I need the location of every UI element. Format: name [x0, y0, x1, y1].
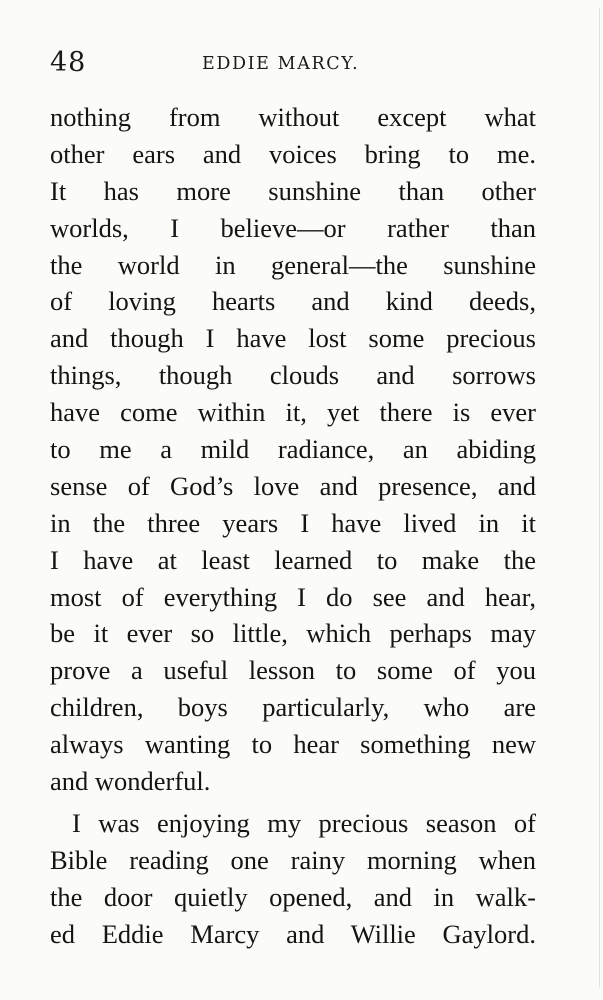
text-line: ed Eddie Marcy and Willie Gaylord. [50, 918, 536, 949]
text-line: the door quietly opened, and in walk- [50, 881, 536, 912]
text-line: of loving hearts and kind deeds, [50, 286, 536, 317]
text-line: children, boys particularly, who are [50, 692, 536, 723]
text-line: I have at least learned to make the [50, 544, 536, 575]
text-line: to me a mild radiance, an abiding [50, 434, 536, 465]
running-title: EDDIE MARCY. [202, 54, 360, 74]
text-line: be it ever so little, which perhaps may [50, 618, 536, 649]
paragraph-2 [50, 805, 536, 953]
text-line: other ears and voices bring to me. [50, 138, 536, 169]
text-line: It has more sunshine than other [50, 175, 536, 206]
page-header [50, 48, 532, 84]
text-line: in the three years I have lived in it [50, 507, 536, 538]
page-edge-rule [599, 8, 600, 988]
text-line: nothing from without except what [50, 102, 536, 132]
body-text [50, 99, 536, 952]
text-line: always wanting to hear something new [50, 729, 536, 760]
text-line: I was enjoying my precious season of [72, 807, 536, 838]
page-number: 48 [50, 47, 87, 78]
text-line: most of everything I do see and hear, [50, 581, 536, 612]
text-line: worlds, I believe—or rather than [50, 212, 536, 243]
text-line: and though I have lost some precious [50, 323, 536, 354]
text-line: prove a useful lesson to some of you [50, 655, 536, 686]
text-line: and wonderful. [50, 766, 211, 797]
text-line: sense of God’s love and presence, and [50, 470, 536, 501]
text-line: things, though clouds and sorrows [50, 360, 536, 391]
text-line: have come within it, yet there is ever [50, 397, 536, 428]
text-line: the world in general—the sunshine [50, 249, 536, 280]
text-line: Bible reading one rainy morning when [50, 844, 536, 875]
paragraph-1 [50, 99, 536, 800]
